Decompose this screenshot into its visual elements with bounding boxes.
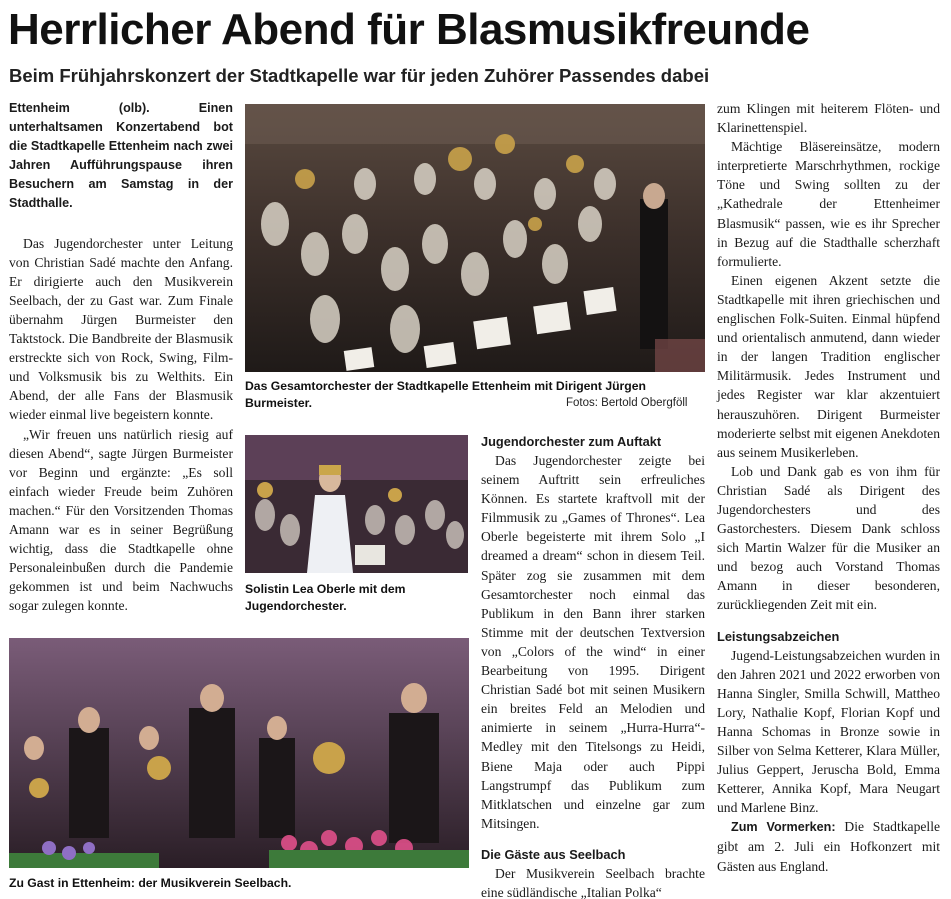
paragraph: Lob und Dank gab es von ihm für Christian Sadé als Dirigent des Jugendorchesters und des Gastorchesters. Diesem Dank schloss sich Martin Walzer für die Musiker an und bezog auch Vorstand Thomas Amann in dieser besonderen, zurückliegenden Zeit mit ein.	[717, 463, 940, 613]
photo-guest-caption: Zu Gast in Ettenheim: der Musikverein Seelbach.	[9, 876, 292, 890]
guest-orchestra-photo	[9, 638, 469, 868]
column-4	[717, 99, 940, 876]
headline: Herrlicher Abend für Blasmusikfreunde	[8, 5, 810, 54]
paragraph: „Wir freuen uns natürlich riesig auf diesen Abend“, sagte Jürgen Burmeister vor Beginn und ergänzte: „Es soll einfach wieder Freude beim Zuhören machen.“ Für den Vorsitzenden Thomas Amann war es in seiner Begrüßung wichtig, dass die Stadtkapelle ohne Personaleinbußen durch die Pandemie gekommen ist und beim Nachwuchs sogar zulegen konnte.	[9, 426, 233, 614]
photo-main-caption: Das Gesamtorchester der Stadtkapelle Ettenheim mit Dirigent Jürgen Burmeister.	[245, 379, 646, 410]
photo-credit: Fotos: Bertold Obergföll	[566, 397, 688, 409]
soloist-photo	[245, 435, 468, 573]
subheadline: Beim Frühjahrskonzert der Stadtkapelle war für jeden Zuhörer Passendes dabei	[9, 65, 710, 86]
subheading-jugendorchester: Jugendorchester zum Auftakt	[481, 434, 662, 449]
subheading-leistungsabzeichen: Leistungsabzeichen	[717, 628, 840, 644]
photo-soloist	[245, 435, 468, 573]
column-3	[481, 432, 705, 899]
paragraph-vormerken	[717, 817, 940, 875]
vormerken-text: Die Stadtkapelle gibt am 2. Juli ein Hofkonzert mit Gästen aus England.	[717, 819, 941, 874]
orchestra-photo	[245, 104, 705, 372]
photo-guest-orchestra	[9, 638, 469, 868]
paragraph: Einen eigenen Akzent setzte die Stadtkapelle mit ihren griechischen und englischen Folk-Suiten. Einmal hüpfend und orientalisch anmutend, dann wieder in der langen Tradition englischer Militärmusik. Jedes Instrument und jedes Register war klar akzentuiert herauszuhören. Dirigent Burmeister moderierte selbst mit eigenen Anekdoten aus seinem Musikerleben.	[717, 272, 940, 460]
photo-main-orchestra	[245, 104, 705, 372]
paragraph: Der Musikverein Seelbach brachte eine südländische „Italian Polka“	[481, 865, 705, 899]
paragraph: Das Jugendorchester unter Leitung von Christian Sadé machte den Anfang. Er dirigierte auch den Musikverein Seelbach, der zu Gast war. Zum Finale übernahm Jürgen Burmeister den Taktstock. Die Bandbreite der Blasmusik erstreckte sich von Rock, Swing, Film- und Volksmusik bis zu Welthits. Ein Abend, der alle Fans der Blasmusik wieder einmal live begeistern konnte.	[9, 235, 233, 423]
photo-soloist-caption: Solistin Lea Oberle mit dem Jugendorchester.	[245, 582, 406, 613]
vormerken-label: Zum Vormerken:	[731, 820, 836, 835]
column-1	[9, 99, 233, 615]
paragraph: Das Jugendorchester zeigte bei seinem Auftritt sein erfreuliches Können. Es startete kraftvoll mit der Filmmusik zu „Games of Thrones“. Lea Oberle begeisterte mit ihrem Solo „I dreamed a dream“ schon in diesem Teil. Später zog sie zusammen mit dem Gesamtorchester noch einmal das Publikum in den Bann ihrer starken Stimme mit der deutschen Textversion von „Colors of the wind“ in einer Bearbeitung von 1995. Dirigent Christian Sadé bot mit seinen Musikern ein breites Feld an Melodien und animierte in seinem „Hurra-Hurra“-Medley mit den Titelsongs zu Heidi, Biene Maja oder auch Pippi Langstrumpf das Publikum zum Mitklatschen und einzelne gar zum Mitsingen.	[481, 453, 705, 831]
paragraph: Jugend-Leistungsabzeichen wurden in den Jahren 2021 und 2022 erworben von Hanna Singler, Smilla Schwill, Mattheo Lory, Nathalie Kopf, Florian Kopf und Hanna Schomas in Bronze sowie in Silber von Selma Ketterer, Klara Müller, Julius Geppert, Jeruscha Bold, Emma Ketterer, Annika Kopf, Mara Neugart und Marlene Binz.	[717, 647, 940, 816]
article-lead: Ettenheim (olb). Einen unterhaltsamen Konzertabend bot die Stadtkapelle Ettenheim nach zwei Jahren Aufführungspause ihren Besuchern am Samstag in der Stadthalle.	[9, 101, 233, 211]
subheading-gaeste: Die Gäste aus Seelbach	[481, 846, 626, 862]
paragraph: Mächtige Bläsereinsätze, modern interpretierte Marschrhythmen, rockige Töne und Swing sollten zu der „Kathedrale der Ettenheimer Blasmusik“ passen, wie es ihr Sprecher in Bezug auf die Stadthalle scherzhaft formulierte.	[717, 139, 940, 269]
paragraph-continued: zum Klingen mit heiterem Flöten- und Klarinettenspiel.	[717, 101, 940, 136]
